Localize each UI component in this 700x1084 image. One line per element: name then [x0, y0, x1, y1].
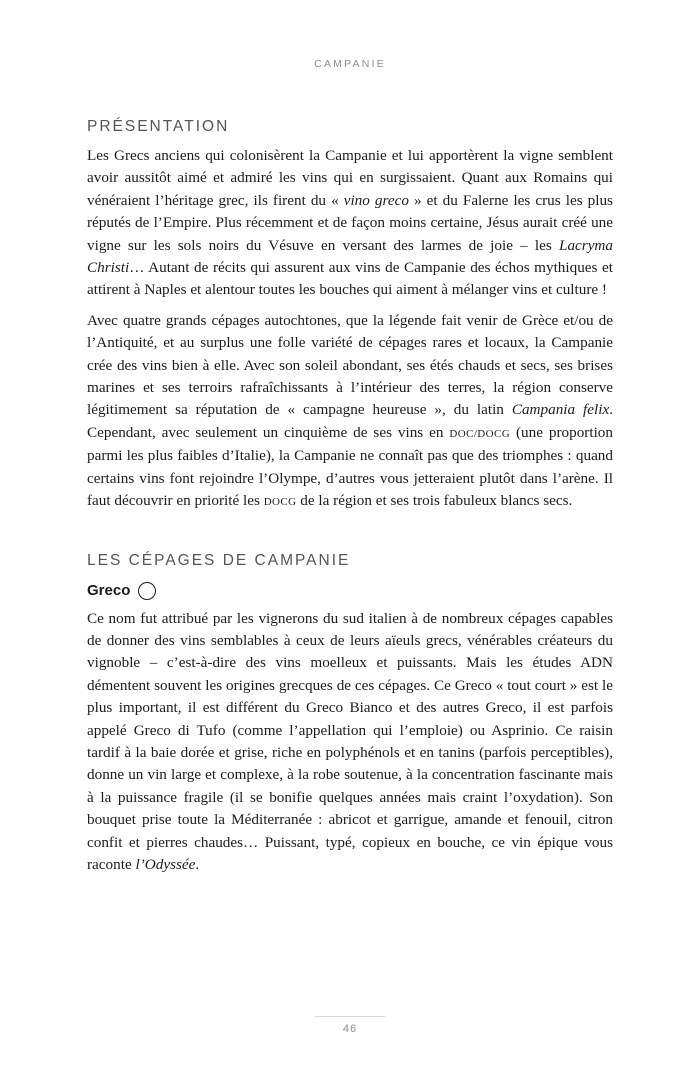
- text-run: » et du Falerne les crus les plus réputés de l’Empire. Plus récemment et de façon moins certaine, Jésus aurait créé une vigne sur les sols noirs du Vésuve en versant des larmes de joie – les: [87, 191, 613, 254]
- grape-heading: [87, 578, 613, 604]
- section-cepages: [87, 551, 613, 877]
- text-run: . Cependant, avec seulement un cinquième de ses vins en: [87, 401, 613, 441]
- empty-circle-icon: [138, 582, 156, 600]
- section-heading-presentation: PRÉSENTATION: [87, 118, 230, 135]
- text-run: Avec quatre grands cépages autochtones, que la légende fait venir de Grèce et/ou de l’Antiquité, et au surplus une folle variété de cépages rares et locaux, la Campanie crée des vins bien à elle. Avec son soleil abondant, ses étés chauds et secs, ses brises marines et ses terroirs rafraîchissants à l’intérieur des terres, la région conserve légitimement sa réputation de « campagne heureuse », du latin: [87, 311, 613, 419]
- text-run: .: [195, 855, 200, 873]
- text-run: (une proportion parmi les plus faibles d’Italie), la Campanie ne connaît pas que des triomphes : quand certains vins font rejoindre l’Olympe, d’autres vous jetteraient plutôt dans l’arène. Il faut découvrir en priorité les: [87, 423, 613, 510]
- folio-divider: [315, 1016, 385, 1017]
- italic-campania-felix: Campania felix: [511, 401, 610, 419]
- page-content: [87, 117, 613, 876]
- text-run: … Autant de récits qui assurent aux vins de Campanie des échos mythiques et attirent à Naples et alentour toutes les bouches qui aiment à mélanger vins et culture !: [87, 259, 613, 299]
- italic-odyssee: l’Odyssée: [135, 855, 196, 873]
- section-heading-cepages: LES CÉPAGES DE CAMPANIE: [87, 551, 351, 569]
- text-run: de la région et ses trois fabuleux blancs secs.: [296, 492, 573, 510]
- grape-name: Greco: [87, 582, 131, 599]
- section-presentation: [87, 117, 613, 514]
- italic-lacryma-christi: Lacryma Christi: [87, 236, 613, 277]
- page-number: 46: [342, 1023, 358, 1035]
- small-caps-docg: DOCG: [263, 496, 297, 509]
- italic-vino-greco: vino greco: [343, 191, 409, 209]
- running-head: CAMPANIE: [314, 58, 386, 70]
- paragraph-presentation-2: [87, 310, 613, 514]
- small-caps-doc-docg: DOC/DOCG: [449, 427, 511, 440]
- paragraph-presentation-1: [87, 145, 613, 302]
- text-run: Les Grecs anciens qui colonisèrent la Campanie et lui apportèrent la vigne semblent avoir aussitôt aimé et admiré les vins qui en surgissaient. Quant aux Romains qui vénéraient l’héritage grec, ils firent du «: [87, 147, 613, 209]
- text-run: Ce nom fut attribué par les vignerons du sud italien à de nombreux cépages capables de donner des vins semblables à ceux de leurs aïeuls grecs, vénérables créateurs du vignoble – c’est-à-dire des vins moelleux et puissants. Mais les études ADN démentent souvent les origines grecques de ces cépages. Ce Greco « tout court » est le plus important, il est différent du Greco Bianco et des autres Greco, il est parfois appelé Greco di Tufo (comme l’appellation qui l’emploie) ou Asprinio. Ce raisin tardif à la baie dorée et grise, riche en polyphénols et en tanins (parfois perceptibles), donne un vin large et complexe, à la robe soutenue, à la concentration fascinante mais à la puissance fragile (il se bonifie quelques années mais craint l’oxydation). Son bouquet prise toute la Méditerranée : abricot et garrigue, amande et fenouil, citron confit et pierres chaudes… Puissant, typé, copieux en bouche, ce vin épique vous raconte: [87, 609, 613, 873]
- paragraph-greco: [87, 608, 613, 877]
